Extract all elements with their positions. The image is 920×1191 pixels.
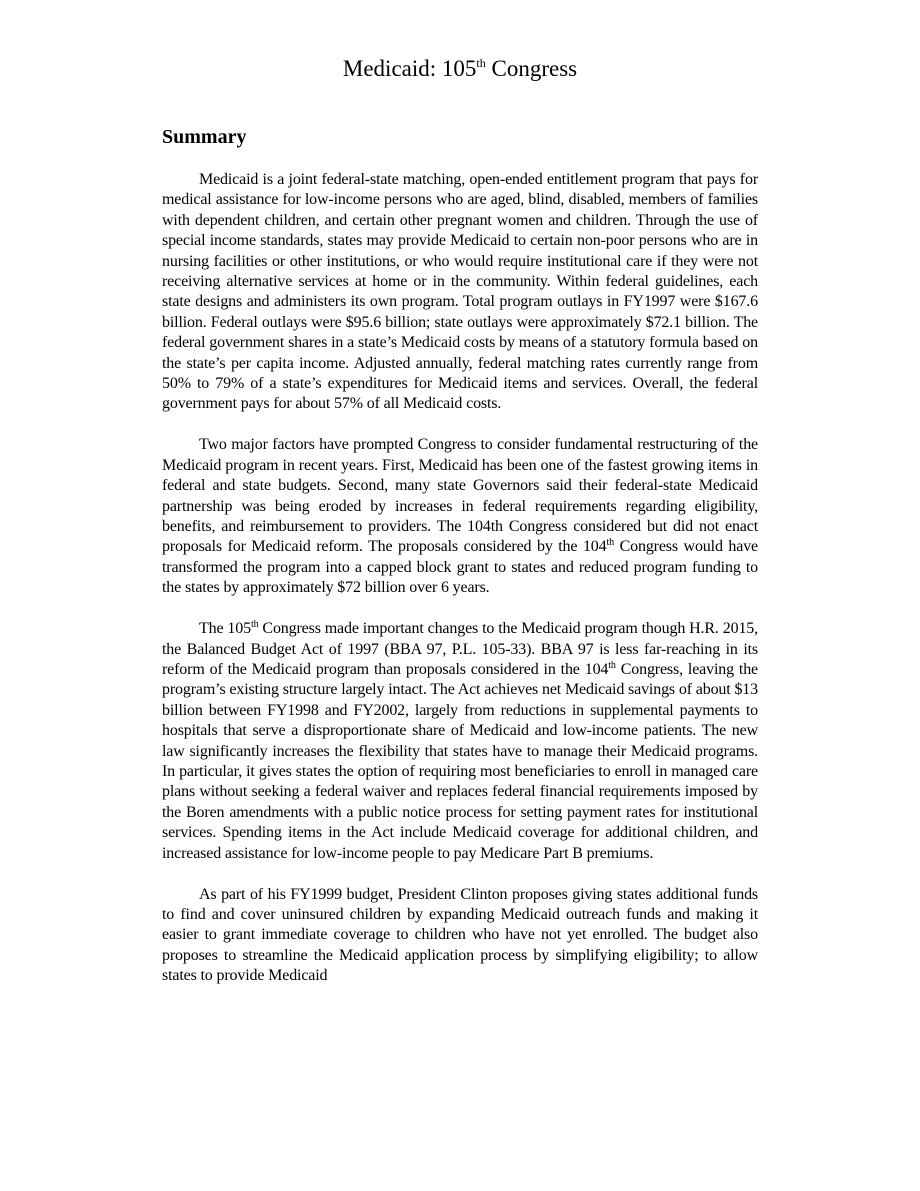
title-text-suffix: Congress bbox=[485, 56, 578, 81]
title-text: Medicaid: 105 bbox=[342, 56, 477, 81]
paragraph-text: Congress made important changes to the Medicaid program though H.R. 2015, the Balanced Budget Act of 1997 (BBA 97, P.L. 105-33). BBA 97 is less far-reaching in its reform of the Medicaid program than proposals considered in the 104 bbox=[162, 620, 759, 678]
ordinal-superscript: th bbox=[250, 619, 259, 631]
paragraph-text: Congress would have transformed the program into a capped block grant to states and reduced program funding to the states by approximately $72 billion over 6 years. bbox=[162, 538, 758, 597]
paragraph bbox=[162, 435, 758, 598]
paragraph-text: Medicaid is a joint federal-state matching, open-ended entitlement program that pays for medical assistance for low-income persons who are aged, blind, disabled, members of families with dependent children, and certain other pregnant women and children. Through the use of special income standards, states may provide Medicaid to certain non-poor persons who are in nursing facilities or other institutions, or who would require institutional care if they were not receiving alternative services at home or in the community. Within federal guidelines, each state designs and administers its own program. Total program outlays in FY1997 were $167.6 billion. Federal outlays were $95.6 billion; state outlays were approximately $72.1 billion. The federal government shares in a state’s Medicaid costs by means of a statutory formula based on the state’s per capita income. Adjusted annually, federal matching rates currently range from 50% to 79% of a state’s expenditures for Medicaid items and services. Overall, the federal government pays for about 57% of all Medicaid costs. bbox=[162, 171, 758, 413]
section-heading: Summary bbox=[162, 126, 247, 148]
ordinal-superscript: th bbox=[606, 537, 614, 549]
page-title bbox=[0, 54, 920, 84]
paragraph-text: The 105 bbox=[199, 620, 251, 638]
paragraph bbox=[162, 170, 758, 415]
ordinal-superscript: th bbox=[608, 659, 616, 671]
title-superscript: th bbox=[476, 56, 486, 70]
paragraph bbox=[162, 619, 758, 864]
paragraph-text: Two major factors have prompted Congress to consider fundamental restructuring of the Medicaid program in recent years. First, Medicaid has been one of the fastest growing items in federal and state budgets. Second, many state Governors said their federal-state Medicaid partnership was being eroded by increases in federal requirements regarding eligibility, benefits, and reimbursement to providers. The 104th Congress considered but did not enact proposals for Medicaid reform. The proposals considered by the 104 bbox=[162, 436, 758, 556]
paragraph bbox=[162, 885, 758, 987]
paragraph-text: Congress, leaving the program’s existing structure largely intact. The Act achieves net Medicaid savings of about $13 billion between FY1998 and FY2002, largely from reductions in supplemental payments to hospitals that serve a disproportionate share of Medicaid and low-income patients. The new law significantly increases the flexibility that states have to manage their Medicaid programs. In particular, it gives states the option of requiring most beneficiaries to enroll in managed care plans without seeking a federal waiver and replaces federal financial requirements imposed by the Boren amendments with a public notice process for setting payment rates for institutional services. Spending items in the Act include Medicaid coverage for additional children, and increased assistance for low-income people to pay Medicare Part B premiums. bbox=[162, 660, 758, 862]
body-text bbox=[162, 170, 758, 1007]
paragraph-text: As part of his FY1999 budget, President Clinton proposes giving states additional funds to find and cover uninsured children by expanding Medicaid outreach funds and making it easier to grant immediate coverage to children who have not yet enrolled. The budget also proposes to streamline the Medicaid application process by simplifying eligibility; to allow states to provide Medicaid bbox=[162, 885, 758, 985]
